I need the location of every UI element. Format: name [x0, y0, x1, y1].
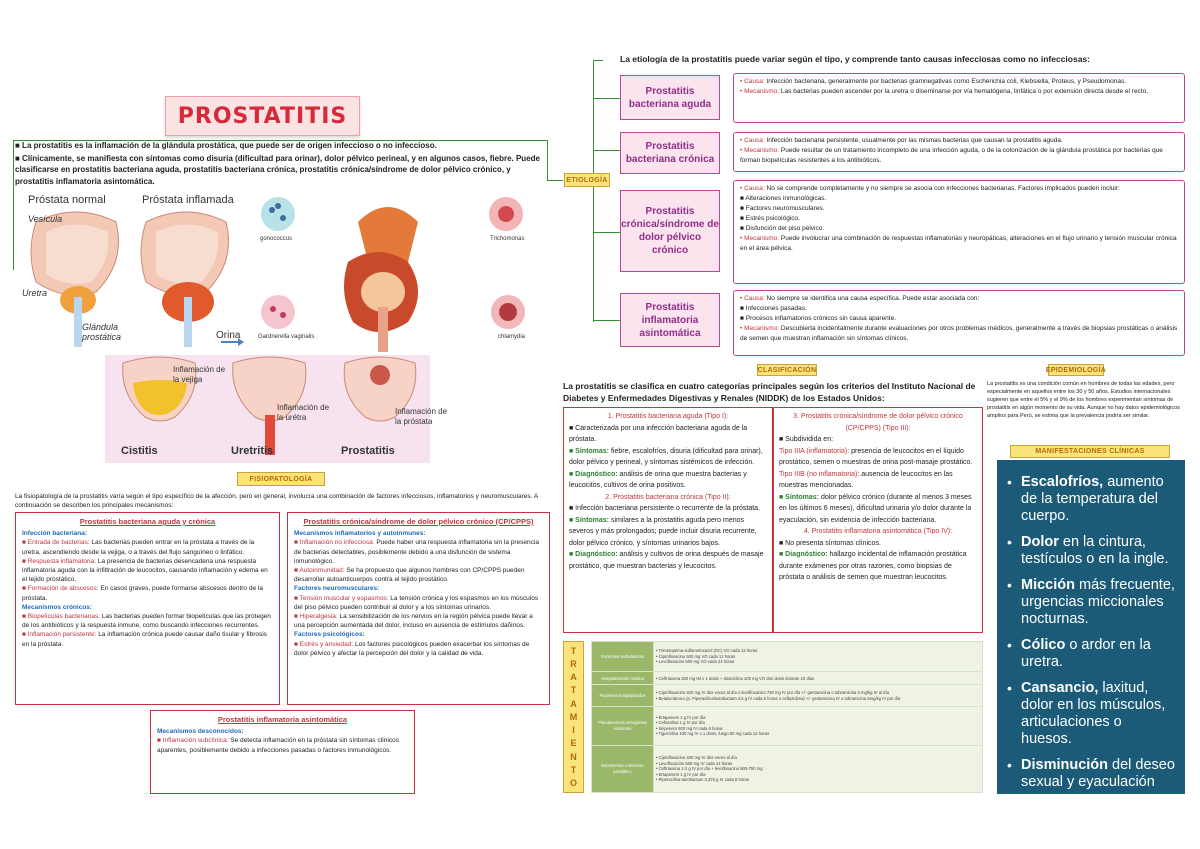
desc-line: • Mecanismo: Descubierta incidentalmente durante evaluaciones por otros problemas médicos, generalmente a través de biopsias prostáticas o análisis de semen que muestran inflamación sin síntomas clínicos.	[740, 325, 1178, 342]
uretra-label: Uretra	[22, 288, 48, 298]
list-item: ■ Respuesta inflamatoria: La presencia de bacterias desencadena una respuesta inflamatoria aguda con la infiltración de leucocitos, causando inflamación y edema en el tejido prostático.	[22, 557, 268, 584]
manifestation-item: • Micción más frecuente, urgencias miccionales nocturnas.	[1007, 577, 1175, 627]
type-heading: 2. Prostatitis bacteriana crónica (Tipo II):	[605, 493, 731, 501]
connector-line	[593, 320, 620, 321]
desc-line: • Mecanismo: Puede involucrar una combinación de respuestas inflamatorias y neuropáticas, alteraciones en el flujo urinario y tensión muscular crónica en el área pélvica.	[740, 235, 1177, 252]
prostatitis-label: Prostatitis	[341, 445, 395, 457]
section-label: Factores psicológicos:	[294, 631, 365, 639]
etiologia-desc	[733, 73, 1185, 123]
etiologia-desc	[733, 290, 1185, 356]
section-label: Mecanismos inflamatorios y autoinmunes:	[294, 530, 426, 538]
list-item: ■ Diagnóstico: análisis y cultivos de orina después de masaje prostático, que muestran bacterias y leucocitos.	[569, 551, 764, 570]
list-item: ■ No presenta síntomas clínicos.	[779, 539, 881, 547]
microbes-illustration	[258, 192, 558, 352]
list-item: ■ Síntomas: fiebre, escalofríos, disuria (dificultad para orinar), dolor pélvico y perineal, y síntomas sistémicos de infección.	[569, 447, 763, 466]
tratamiento-table	[591, 641, 983, 793]
etiologia-desc	[733, 180, 1185, 284]
desc-line: • Causa: No se comprende completamente y no siempre se asocia con infecciones bacterianas. Factores implicados pueden incluir:	[740, 185, 1120, 192]
manifestation-item: • Dolor en la cintura, testículos o en la ingle.	[1007, 534, 1169, 567]
clasificacion-tag: CLASIFICACIÓN	[757, 364, 817, 376]
epidemiologia-text: La prostatitis es una condición común en hombres de todas las edades, pero especialmente en aquellos entre los 30 y 50 años. Estudios internacionales sugieren que entre el 5% y el 9% de los hombres experimentan síntomas de prostatitis en algún momento de su vida. Aunque no hay datos epidemiológicos amplios para Perú, se estima que la prevalencia podría ser similar.	[987, 381, 1180, 419]
list-item: ■ Inflamación persistente: La inflamación crónica puede causar daño tisular y fibrosis en la próstata.	[22, 631, 267, 648]
box-title: Prostatitis bacteriana aguda y crónica	[79, 517, 216, 526]
manifestation-item: • Escalofríos, aumento de la temperatura del cuerpo.	[1007, 474, 1164, 524]
table-row: Pseudomonas aeruginosa resistente • Ertapenem 1 g IV por día • Cefazolina 1 g IV por día • Imipenem 500 mg IV cada 6 horas • Tigeciclina 100 mg IV x 1 dosis, luego 50 mg cada 12 horas	[592, 707, 983, 746]
manifestation-item: • Cólico o ardor en la uretra.	[1007, 637, 1151, 670]
desc-line: • Causa: Infección bacteriana persistente, usualmente por las mismas bacterias que causan la prostatitis aguda.	[740, 137, 1063, 144]
list-item: ■ Caracterizada por una infección bacteriana aguda de la próstata.	[569, 424, 748, 443]
list-item: ■ Síntomas: dolor pélvico crónico (durante al menos 3 meses en los últimos 6 meses), dificultad urinaria y/o dolor durante la eyaculación, sin evidencia de infección bacteriana.	[779, 493, 972, 524]
desc-line: • Causa: No siempre se identifica una causa específica. Puede estar asociada con:	[740, 295, 980, 302]
intro-text	[15, 140, 545, 188]
table-row: Hospitalización médica • Ceftriaxona 250 mg IM x 1 dosis + doxiciclina 100 mg VO dos dosis durante 10 días	[592, 672, 983, 685]
list-item: ■ Hiperalgesia: La sensibilización de los nervios en la región pélvica puede llevar a una percepción aumentada del dolor, incluso en ausencia de estímulos dañinos.	[294, 613, 533, 630]
list-item: Tipo IIIA (inflamatoria): presencia de leucocitos en el líquido prostático, semen o muestras de orina post-masaje prostático.	[779, 447, 973, 466]
microbe-label: Trichomonas	[490, 236, 525, 242]
type-heading: 4. Prostatitis inflamatoria asintomática (Tipo IV):	[803, 528, 953, 535]
prostata-infl-label: Inflamación de la próstata	[395, 407, 448, 426]
etiologia-type: Prostatitis inflamatoria asintomática	[620, 293, 720, 347]
desc-line: • Mecanismo: Las bacterias pueden ascender por la uretra o diseminarse por vía hematógena, linfática o por extensión directa desde el recto.	[740, 88, 1149, 95]
tratamiento-label: T R A T A M I E N T O	[563, 641, 584, 793]
etiologia-header: La etiología de la prostatitis puede variar según el tipo, y comprende tanto causas infecciosas como no infecciosas:	[620, 54, 1090, 64]
etiologia-desc	[733, 132, 1185, 172]
normal-prostate-label: Próstata normal	[28, 194, 106, 206]
uretritis-label: Uretritis	[231, 445, 274, 457]
manifestaciones-panel	[997, 460, 1185, 807]
microbe-label: chlamydia	[498, 334, 526, 340]
section-label: Mecanismos desconocidos:	[157, 728, 244, 736]
vejiga-label: Inflamación de la vejiga	[173, 365, 226, 384]
desc-line: ■ Estrés psicológico.	[740, 215, 800, 222]
diseases-illustration	[105, 355, 448, 463]
list-item: ■ Estrés y ansiedad: Los factores psicológicos pueden exacerbar los síntomas de dolor pélvico y afectar la percepción del dolor y la calidad de vida.	[294, 640, 530, 657]
table-row: Pacientes ambulatorios • Trimetoprima-sulfametoxazol (DC) VO cada 12 horas • Ciprofloxacino 500 mg VO cada 12 horas • Levofloxacino 500 mg VO cada 24 horas	[592, 642, 983, 672]
etiologia-type: Prostatitis bacteriana crónica	[620, 132, 720, 174]
glandula-label: Glándula prostática	[82, 322, 122, 342]
desc-line: ■ Disfunción del piso pélvico.	[740, 225, 825, 232]
list-item: ■ Inflamación no infecciosa: Puede haber una respuesta inflamatoria sin la presencia de bacterias detectables, posiblemente debido a una disfunción de sistema inmunológico.	[294, 539, 539, 565]
list-item: ■ Autoinmunidad: Se ha propuesto que algunos hombres con CP/CPPS pueden desarrollar autoanticuerpos contra el tejido prostático.	[294, 567, 525, 584]
clasificacion-header: La prostatitis se clasifica en cuatro categorías principales según los criterios del Instituto Nacional de Diabetes y Enfermedades Digestivas y Renales (NIDDK) de los Estados Unidos:	[563, 381, 976, 403]
microbe-label: gonococcus	[260, 236, 293, 242]
manifestaciones-tag: MANIFESTACIONES CLÍNICAS	[1010, 445, 1170, 458]
desc-line: • Mecanismo: Puede resultar de un tratamiento incompleto de una infección aguda, o de la colonización de la glándula prostática por bacterias que forman biopelículas resistentes a los antibióticos.	[740, 147, 1163, 164]
list-item: Tipo IIIB (no inflamatoria): ausencia de leucocitos en las muestras mencionadas.	[779, 470, 953, 489]
list-item: ■ Entrada de bacterias: Las bacterias pueden entrar en la próstata a través de la uretra, ascendiendo desde la vejiga, o a través del flujo sanguíneo o linfático.	[22, 539, 255, 556]
desc-line: ■ Infecciones pasadas.	[740, 305, 807, 312]
table-row: Pacientes hospitalizados • Ciprofloxacino 400 mg IV dos veces al día o levofloxacino 750 mg IV por día +/- gentamicina o tobramicina 5 mg/kg IV al día • Betalactámico (p. Piperacilina/tazobactam 4,5 g IV cada 6 horas o ceftazidima) +/- gentamicina IV o tobramicina 5mg/kg IV por día	[592, 685, 983, 707]
fisio-box-asintomatica	[150, 710, 415, 794]
section-label: Infección bacteriana:	[22, 530, 88, 538]
list-item: ■ Infección bacteriana persistente o recurrente de la próstata.	[569, 505, 761, 512]
page-title: PROSTATITIS	[165, 96, 360, 136]
clasificacion-right	[773, 407, 983, 633]
connector-line	[593, 232, 620, 233]
clasificacion-left	[563, 407, 773, 633]
list-item: ■ Subdividida en:	[779, 436, 834, 443]
manifestation-item: • Disminución del deseo sexual y eyaculación precoz.	[1007, 757, 1175, 807]
fisio-intro: La fisiopatología de la prostatitis varía según el tipo específico de la afección, pero en general, involucra una combinación de factores infecciosos, inflamatorios y neuromusculares. A continuación se describen los principales mecanismos:	[15, 493, 538, 509]
box-title: Prostatitis inflamatoria asintomática	[217, 715, 348, 724]
desc-line: ■ Factores neuromusculares.	[740, 205, 825, 212]
etiologia-tag: ETIOLOGÍA	[564, 173, 610, 187]
type-heading: 3. Prostatitis crónica/síndrome de dolor pélvico crónico (CP/CPPS) (Tipo III):	[793, 413, 963, 432]
list-item: ■ Biopelículas bacterianas: Las bacterias pueden formar biopelículas que las protegen de los antibióticos y la respuesta inmune, como buscando infecciones recurrentes.	[22, 613, 271, 630]
list-item: ■ Inflamación subclínica: Se detecta inflamación en la próstata sin síntomas clínicos aparentes, posiblemente debido a infecciones pasadas o factores inmunológicos.	[157, 737, 400, 754]
manifestation-item: • Cansancio, laxitud, dolor en los músculos, articulaciones o huesos.	[1007, 680, 1166, 747]
connector-line	[13, 140, 14, 270]
section-label: Factores neuromusculares:	[294, 585, 380, 593]
connector-line	[547, 180, 563, 181]
intro-line: ■ Clínicamente, se manifiesta con síntomas como disuria (dificultad para orinar), dolor pélvico perineal, y en algunos casos, fiebre. Puede clasificarse en prostatitis bacteriana aguda, prostatitis bacteriana crónica, prostatitis crónica/síndrome de dolor pélvico crónico, y prostatitis inflamatoria asintomática.	[15, 153, 540, 186]
list-item: ■ Diagnóstico: hallazgo incidental de inflamación prostática durante exámenes por otras razones, como biopsias de próstata o análisis de semen que muestran leucocitos.	[779, 551, 967, 581]
epidemiologia-tag: EPIDEMIOLOGÍA	[1048, 364, 1104, 376]
list-item: ■ Síntomas: similares a la prostatitis aguda pero menos severos y más prolongados; puede incluir disuria recurrente, dolor pélvico crónico, y síntomas urinarios bajos.	[569, 516, 757, 547]
connector-line	[593, 98, 620, 99]
fisiopatologia-tag: FISIOPATOLOGÍA	[237, 472, 325, 486]
connector-line	[547, 140, 548, 180]
list-item: ■ Formación de abscesos: En casos graves, puede formarse abscesos dentro de la próstata.	[22, 585, 263, 602]
desc-line: ■ Procesos inflamatorios crónicos sin causa aparente.	[740, 315, 897, 322]
section-label: Mecanismos crónicos:	[22, 603, 93, 611]
intro-line: ■ La prostatitis es la inflamación de la glándula prostática, que puede ser de origen infeccioso o no infeccioso.	[15, 141, 437, 150]
desc-line: ■ Alteraciones inmunológicas.	[740, 195, 827, 202]
list-item: ■ Tensión muscular y espasmos: La tensión crónica y los espasmos en los músculos del piso pélvico pueden contribuir al dolor y a los síntomas urinarios.	[294, 594, 539, 611]
connector-line	[593, 60, 603, 61]
microbe-label: Gardnerella vaginalis	[258, 334, 315, 340]
table-row: Bacteriemia o absceso prostático • Ciprofloxacino 400 mg IV dos veces al día • Levofloxacino 500 mg IV cada 24 horas • Ceftriaxona 1-2 g IV por día + levofloxacino 500-750 mg • Ertapenem 1 g IV por día • Piperacilina-tazobactam 3,375 g IV cada 6 horas	[592, 745, 983, 792]
list-item: ■ Diagnóstico: análisis de orina que muestra bacterias y leucocitos, cultivos de orina positivos.	[569, 470, 747, 489]
fisio-box-bacteriana	[15, 512, 280, 705]
inflamed-prostate-label: Próstata inflamada	[142, 194, 234, 206]
connector-line	[593, 150, 620, 151]
fisio-box-cpcpps	[287, 512, 550, 705]
orina-label: Orina	[216, 330, 241, 341]
box-title: Prostatitis crónica/síndrome de dolor pélvico crónico (CP/CPPS)	[303, 517, 534, 526]
cistitis-label: Cistitis	[121, 445, 158, 457]
type-heading: 1. Prostatitis bacteriana aguda (Tipo I):	[607, 413, 729, 420]
uretra-infl-label: Inflamación de la urétra	[277, 403, 330, 422]
desc-line: • Causa: Infección bacteriana, generalmente por bacterias gramnegativas como Escherichia coli, Klebsiella, Proteus, y Pseudomonas.	[740, 78, 1126, 85]
microbes-svg	[258, 192, 558, 352]
anatomy-illustration	[16, 192, 256, 352]
vesicula-label: Vesícula	[28, 214, 63, 224]
etiologia-type: Prostatitis bacteriana aguda	[620, 75, 720, 120]
etiologia-type: Prostatitis crónica/síndrome de dolor pélvico crónico	[620, 190, 720, 272]
connector-line	[593, 60, 594, 322]
